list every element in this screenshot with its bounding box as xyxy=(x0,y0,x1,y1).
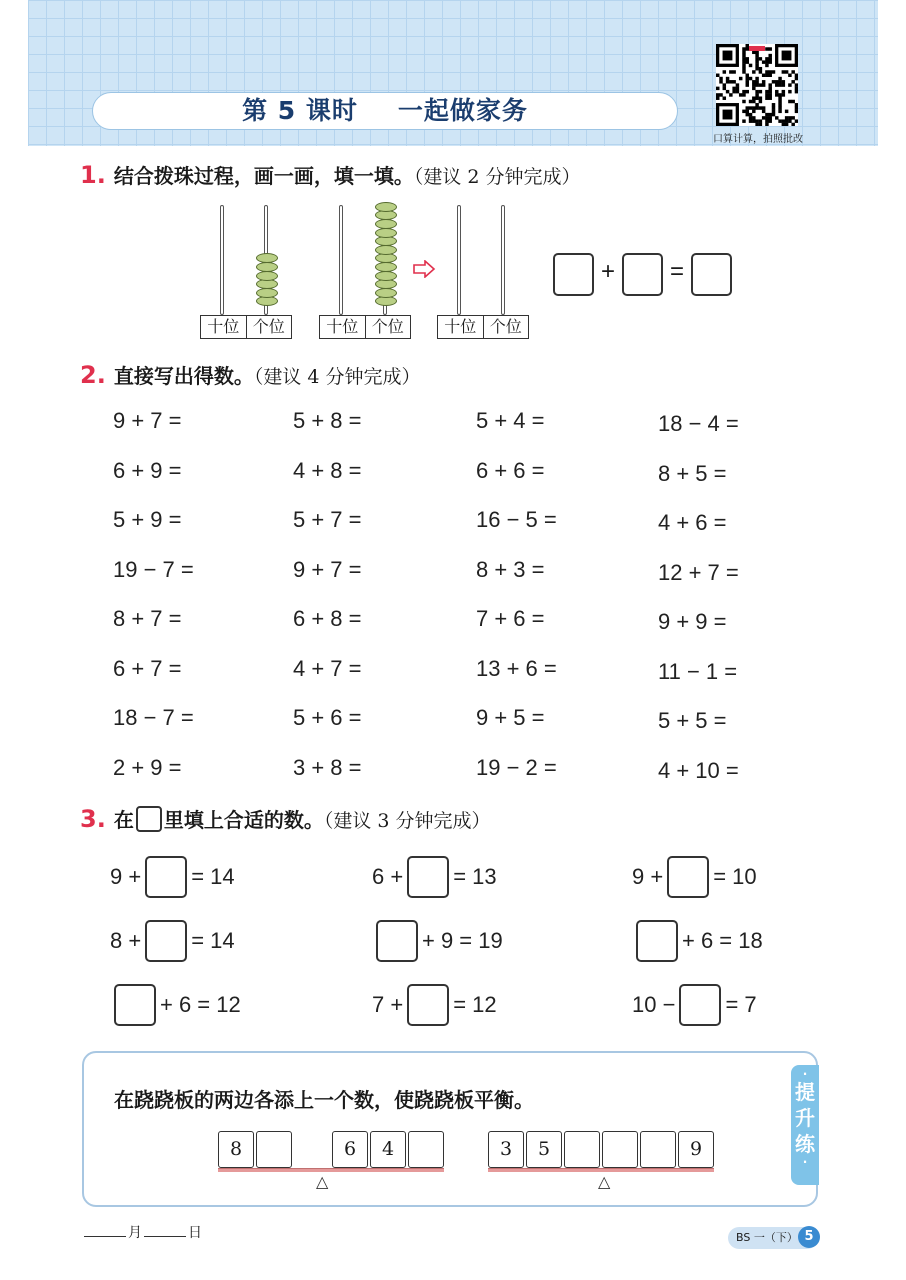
inline-box-icon xyxy=(136,806,162,832)
ones-label: 个位 xyxy=(371,317,404,336)
seesaw-left: 8 6 4 △ xyxy=(218,1131,444,1191)
tab-char-2: 升 xyxy=(795,1106,815,1130)
section2-number: 2. xyxy=(80,361,106,389)
section1-hint: （建议 2 分钟完成） xyxy=(413,166,581,188)
equation-left: 7 + xyxy=(372,992,404,1017)
calc-problem[interactable]: 6 + 9 = xyxy=(113,458,182,483)
equation-right: = 13 xyxy=(453,864,497,889)
calc-problem[interactable]: 2 + 9 = xyxy=(113,755,182,780)
abacus-base xyxy=(200,315,292,339)
answer-box-addend-2[interactable] xyxy=(622,253,663,296)
equation-right: = 7 xyxy=(725,992,757,1017)
seesaw-cells xyxy=(218,1131,446,1168)
answer-box[interactable] xyxy=(376,920,418,962)
abacus-bead xyxy=(375,236,397,246)
abacus-bead xyxy=(375,279,397,289)
fill-in-equation xyxy=(632,856,757,898)
equation-left: 9 + xyxy=(632,864,664,889)
lesson-label: 第 5 课时 xyxy=(242,96,358,125)
abacus-bead xyxy=(375,219,397,229)
abacus-bead xyxy=(256,288,278,298)
calc-problem[interactable]: 18 − 7 = xyxy=(113,705,194,730)
abacus-bead xyxy=(256,253,278,263)
calc-problem[interactable]: 8 + 7 = xyxy=(113,606,182,631)
abacus-bead xyxy=(375,288,397,298)
seesaw-empty-box[interactable] xyxy=(640,1131,676,1168)
answer-box-sum[interactable] xyxy=(691,253,732,296)
tab-char-3: 练 xyxy=(795,1132,815,1156)
calc-problem[interactable]: 13 + 6 = xyxy=(476,656,557,681)
seesaw-number: 9 xyxy=(678,1131,714,1168)
calc-problem[interactable]: 8 + 3 = xyxy=(476,557,545,582)
seesaw-number: 8 xyxy=(218,1131,254,1168)
day-label: 日 xyxy=(188,1225,202,1241)
calc-problem[interactable]: 5 + 6 = xyxy=(293,705,362,730)
edition-tag: BS 一（下） xyxy=(728,1227,818,1249)
fill-in-equation xyxy=(110,920,235,962)
abacus-base xyxy=(437,315,529,339)
abacus-bead xyxy=(256,296,278,306)
abacus-bead xyxy=(375,245,397,255)
calc-problem[interactable]: 6 + 6 = xyxy=(476,458,545,483)
calc-problem[interactable]: 5 + 9 = xyxy=(113,507,182,532)
calc-problem[interactable]: 4 + 10 = xyxy=(658,758,739,783)
abacus-bead xyxy=(375,253,397,263)
calc-problem[interactable]: 11 − 1 = xyxy=(658,659,738,684)
seesaw-number: 4 xyxy=(370,1131,406,1168)
calc-problem[interactable]: 5 + 8 = xyxy=(293,408,362,433)
abacus-bead xyxy=(375,262,397,272)
improvement-instruction: 在跷跷板的两边各添上一个数，使跷跷板平衡。 xyxy=(114,1088,534,1112)
equation-left: 6 + xyxy=(372,864,404,889)
equals-sign: = xyxy=(670,258,685,285)
section3-number: 3. xyxy=(80,805,106,833)
calc-problem[interactable]: 5 + 7 = xyxy=(293,507,362,532)
seesaw-empty-box[interactable] xyxy=(256,1131,292,1168)
abacus-bead xyxy=(375,228,397,238)
equation-left: 10 − xyxy=(632,992,676,1017)
section3-instruction-after: 里填上合适的数。 xyxy=(163,808,324,832)
calc-problem[interactable]: 5 + 4 = xyxy=(476,408,545,433)
equation-right: = 14 xyxy=(191,864,235,889)
fill-in-equation xyxy=(632,984,757,1026)
seesaw-number: 5 xyxy=(526,1131,562,1168)
calc-problem[interactable]: 5 + 5 = xyxy=(658,708,727,733)
equation-right: + 6 = 12 xyxy=(160,992,241,1017)
calc-problem[interactable]: 16 − 5 = xyxy=(476,507,557,532)
tab-dot: · xyxy=(802,1155,808,1169)
answer-box-addend-1[interactable] xyxy=(553,253,594,296)
abacus-tens-rod xyxy=(339,205,343,315)
lesson-name: 一起做家务 xyxy=(397,96,528,125)
answer-box[interactable] xyxy=(114,984,156,1026)
tab-dot: · xyxy=(802,1067,808,1081)
answer-box[interactable] xyxy=(145,856,187,898)
arrow-right-icon xyxy=(412,260,436,278)
section1-number: 1. xyxy=(80,161,106,189)
section1-instruction: 结合拨珠过程，画一画，填一填。 xyxy=(113,164,414,188)
fill-in-equation xyxy=(372,920,503,962)
qr-code[interactable] xyxy=(716,44,798,126)
calc-problem[interactable]: 9 + 5 = xyxy=(476,705,545,730)
calc-problem[interactable]: 7 + 6 = xyxy=(476,606,545,631)
answer-box[interactable] xyxy=(407,984,449,1026)
fill-in-equation xyxy=(632,920,763,962)
equation-right: = 10 xyxy=(713,864,757,889)
calc-problem[interactable]: 3 + 8 = xyxy=(293,755,362,780)
abacus-base xyxy=(319,315,411,339)
calc-problem[interactable]: 18 − 4 = xyxy=(658,411,739,436)
month-blank[interactable] xyxy=(84,1236,126,1237)
abacus-2 xyxy=(319,205,411,337)
seesaw-empty-box[interactable] xyxy=(564,1131,600,1168)
calc-problem[interactable]: 4 + 6 = xyxy=(658,510,727,535)
seesaw-cells xyxy=(488,1131,716,1168)
calc-problem[interactable]: 4 + 7 = xyxy=(293,656,362,681)
abacus-tens-rod xyxy=(220,205,224,315)
calc-problem[interactable]: 9 + 7 = xyxy=(293,557,362,582)
tens-label: 十位 xyxy=(438,316,484,338)
seesaw-number: 3 xyxy=(488,1131,524,1168)
abacus-1 xyxy=(200,205,292,337)
section2-instruction: 直接写出得数。 xyxy=(113,364,254,388)
calc-problem[interactable]: 6 + 8 = xyxy=(293,606,362,631)
abacus-ones-rod xyxy=(501,205,505,315)
abacus-bead xyxy=(256,262,278,272)
improvement-tab xyxy=(791,1065,819,1185)
abacus-bead xyxy=(375,202,397,212)
page-number: 5 xyxy=(798,1226,820,1248)
date-line[interactable] xyxy=(82,1222,202,1242)
ones-label: 个位 xyxy=(252,317,285,336)
section2-hint: （建议 4 分钟完成） xyxy=(253,366,421,388)
fill-in-equation xyxy=(372,984,497,1026)
equation-left: 9 + xyxy=(110,864,142,889)
answer-box[interactable] xyxy=(407,856,449,898)
calc-problem[interactable]: 19 − 7 = xyxy=(113,557,194,582)
month-label: 月 xyxy=(128,1225,142,1241)
abacus-bead xyxy=(375,296,397,306)
seesaw-empty-box[interactable] xyxy=(408,1131,444,1168)
seesaw-empty-box[interactable] xyxy=(602,1131,638,1168)
qr-caption: 口算计算，拍照批改 xyxy=(713,134,803,145)
calc-problem[interactable]: 4 + 8 = xyxy=(293,458,362,483)
answer-box[interactable] xyxy=(667,856,709,898)
abacus-tens-rod xyxy=(457,205,461,315)
tens-label: 十位 xyxy=(320,316,366,338)
seesaw-number: 6 xyxy=(332,1131,368,1168)
answer-box[interactable] xyxy=(636,920,678,962)
abacus-3[interactable] xyxy=(437,205,529,337)
abacus-bead xyxy=(375,271,397,281)
section3-hint: （建议 3 分钟完成） xyxy=(323,810,491,832)
seesaw-right: 3 5 9 △ xyxy=(488,1131,714,1191)
calc-problem[interactable]: 12 + 7 = xyxy=(658,560,739,585)
seesaw-board xyxy=(218,1168,444,1172)
equation-right: + 6 = 18 xyxy=(682,928,763,953)
answer-box[interactable] xyxy=(145,920,187,962)
equation-right: = 12 xyxy=(453,992,497,1017)
fill-in-equation xyxy=(110,856,235,898)
lesson-title xyxy=(92,92,678,130)
tab-char-1: 提 xyxy=(795,1080,815,1104)
calc-problem[interactable]: 9 + 9 = xyxy=(658,609,727,634)
equation-right: = 14 xyxy=(191,928,235,953)
equation-right: + 9 = 19 xyxy=(422,928,503,953)
section3-heading xyxy=(80,804,491,833)
fill-in-equation xyxy=(110,984,241,1026)
abacus-bead xyxy=(375,210,397,220)
answer-box[interactable] xyxy=(679,984,721,1026)
section1-heading xyxy=(80,160,581,189)
calc-problem[interactable]: 8 + 5 = xyxy=(658,461,727,486)
abacus-bead xyxy=(256,271,278,281)
ones-label: 个位 xyxy=(489,317,522,336)
tens-label: 十位 xyxy=(201,316,247,338)
plus-sign: + xyxy=(601,258,616,285)
fill-in-equation xyxy=(372,856,497,898)
calc-problem[interactable]: 9 + 7 = xyxy=(113,408,182,433)
equation-left: 8 + xyxy=(110,928,142,953)
section3-instruction-before: 在 xyxy=(113,808,134,832)
day-blank[interactable] xyxy=(144,1236,186,1237)
abacus-bead xyxy=(256,279,278,289)
calc-problem[interactable]: 19 − 2 = xyxy=(476,755,557,780)
section2-heading xyxy=(80,360,421,389)
calc-problem[interactable]: 6 + 7 = xyxy=(113,656,182,681)
